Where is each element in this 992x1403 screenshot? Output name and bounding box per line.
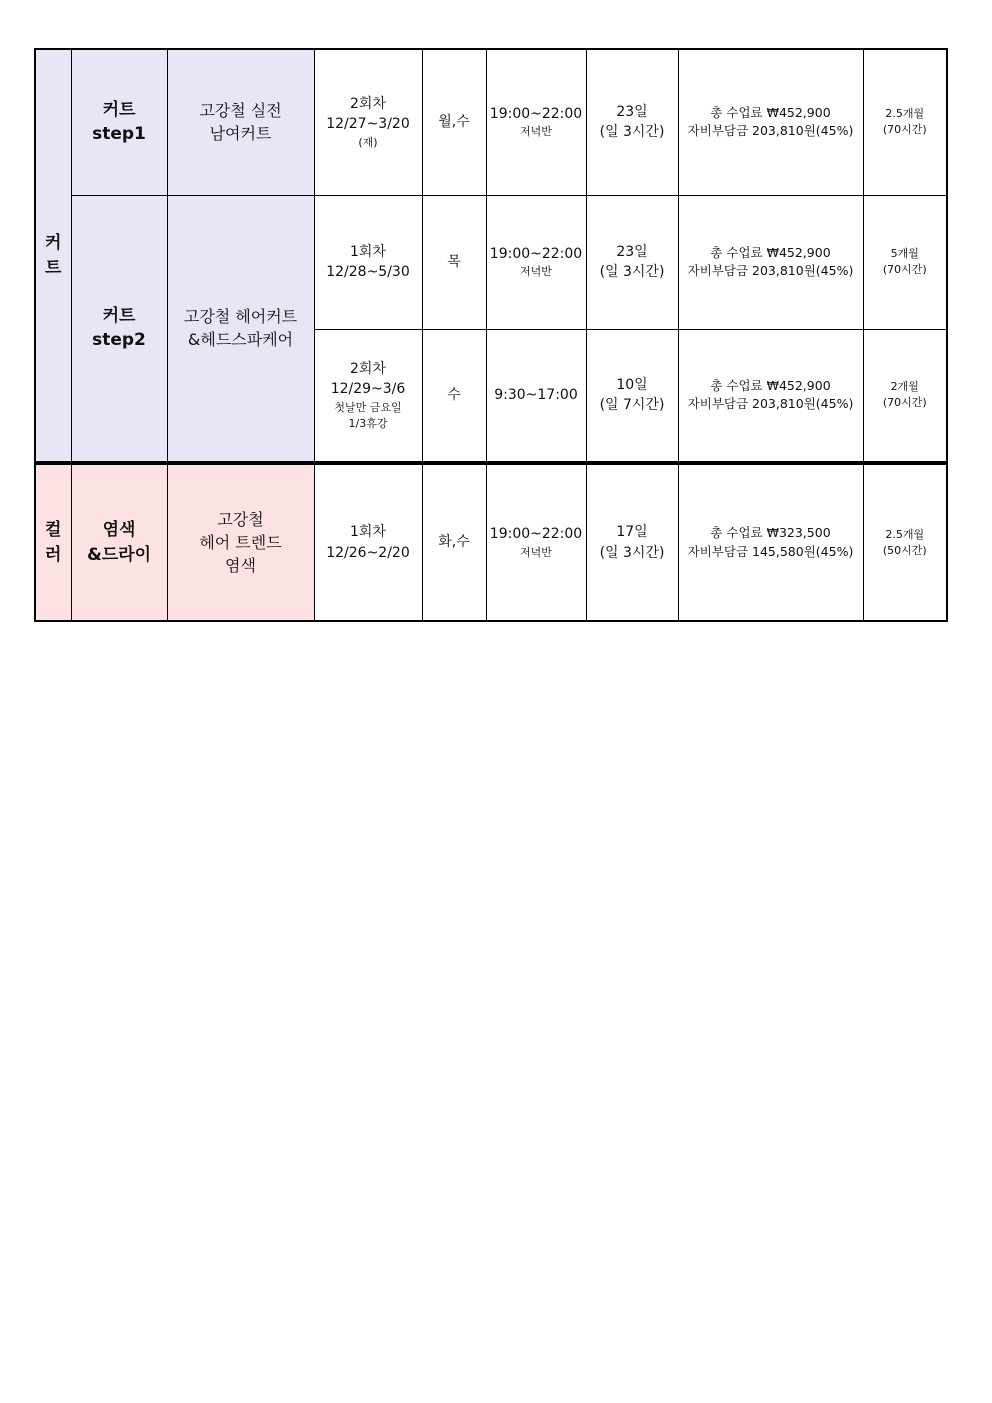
level-label: 염색 &드라이 [86,519,152,565]
time-cell [486,329,586,463]
category-color-label: 컬 러 [45,519,62,565]
duration-cell [863,463,947,621]
category-cut-label: 커 트 [45,232,62,278]
period-range: 12/27~3/20 [326,116,410,133]
fee-cell [678,329,863,463]
fee-self-pay: 자비부담금 203,810원(45%) [687,123,854,139]
fee-total: 총 수업료 ₩452,900 [710,244,831,260]
table-row [35,463,947,621]
time-cell [486,195,586,329]
time-range: 19:00~22:00 [489,526,583,543]
round-label: 2회차 [350,95,386,112]
duration-cell [863,195,947,329]
session-days: 17일 [616,524,648,541]
time-range: 19:00~22:00 [489,245,583,262]
days-cell [422,329,486,463]
level-cell [71,195,167,463]
round-label: 1회차 [350,524,386,541]
period-cell [314,49,422,195]
round-label: 1회차 [350,243,386,260]
session-days: 23일 [616,243,648,260]
period-range: 12/28~5/30 [326,264,410,280]
time-range: 19:00~22:00 [489,106,583,123]
sessions-cell [586,463,678,621]
days-cell [422,463,486,621]
session-hours: (일 3시간) [599,264,665,280]
round-label: 2회차 [350,361,386,378]
duration-months: 5개월 [890,247,919,261]
duration-months: 2.5개월 [885,527,925,541]
period-note-holiday: 1/3휴강 [348,416,388,430]
table-row [35,49,947,195]
fee-total: 총 수업료 ₩323,500 [710,525,831,541]
time-note: 저녁반 [520,125,552,139]
time-note: 저녁반 [520,545,552,559]
fee-self-pay: 자비부담금 203,810원(45%) [687,396,854,412]
session-hours: (일 3시간) [599,544,665,561]
sessions-cell [586,329,678,463]
category-cut [35,49,71,463]
days-cell [422,49,486,195]
course-title-cell [167,49,314,195]
duration-cell [863,329,947,463]
fee-total: 총 수업료 ₩452,900 [710,378,831,394]
period-cell [314,329,422,463]
duration-hours: (50시간) [882,543,927,557]
category-color [35,463,71,621]
fee-cell [678,195,863,329]
course-title-cell [167,195,314,463]
course-title: 고강철 헤어 트렌드 염색 [199,509,282,576]
duration-months: 2.5개월 [885,107,925,121]
level-label: 커트 step2 [92,305,146,351]
days-cell [422,195,486,329]
table-row [35,195,947,329]
session-hours: (일 3시간) [599,124,665,141]
period-range: 12/29~3/6 [330,381,406,398]
fee-cell [678,49,863,195]
session-days: 10일 [616,376,648,393]
course-title: 고강철 헤어커트 &헤드스파케어 [183,307,298,350]
level-cell [71,49,167,195]
duration-cell [863,49,947,195]
session-hours: (일 7시간) [599,397,665,414]
course-title-cell [167,463,314,621]
fee-total: 총 수업료 ₩452,900 [710,105,831,121]
time-cell [486,49,586,195]
period-cell [314,463,422,621]
fee-self-pay: 자비부담금 203,810원(45%) [687,263,854,278]
period-note: (재) [358,135,378,149]
weekdays-label: 수 [447,387,461,404]
fee-cell [678,463,863,621]
time-range: 9:30~17:00 [494,387,578,404]
duration-months: 2개월 [890,380,919,394]
duration-hours: (70시간) [882,123,927,137]
period-range: 12/26~2/20 [326,544,410,561]
weekdays-label: 목 [447,253,461,270]
level-cell [71,463,167,621]
sessions-cell [586,195,678,329]
course-title: 고강철 실전 남여커트 [199,101,282,144]
level-label: 커트 step1 [92,99,146,145]
sessions-cell [586,49,678,195]
session-days: 23일 [616,103,648,120]
fee-self-pay: 자비부담금 145,580원(45%) [687,543,854,559]
period-cell [314,195,422,329]
time-cell [486,463,586,621]
course-schedule-table [34,48,948,622]
weekdays-label: 월,수 [438,114,470,131]
duration-hours: (70시간) [882,396,927,410]
period-note: 첫날만 금요일 [334,400,402,414]
time-note: 저녁반 [520,265,552,279]
duration-hours: (70시간) [882,263,927,276]
weekdays-label: 화,수 [438,534,470,551]
